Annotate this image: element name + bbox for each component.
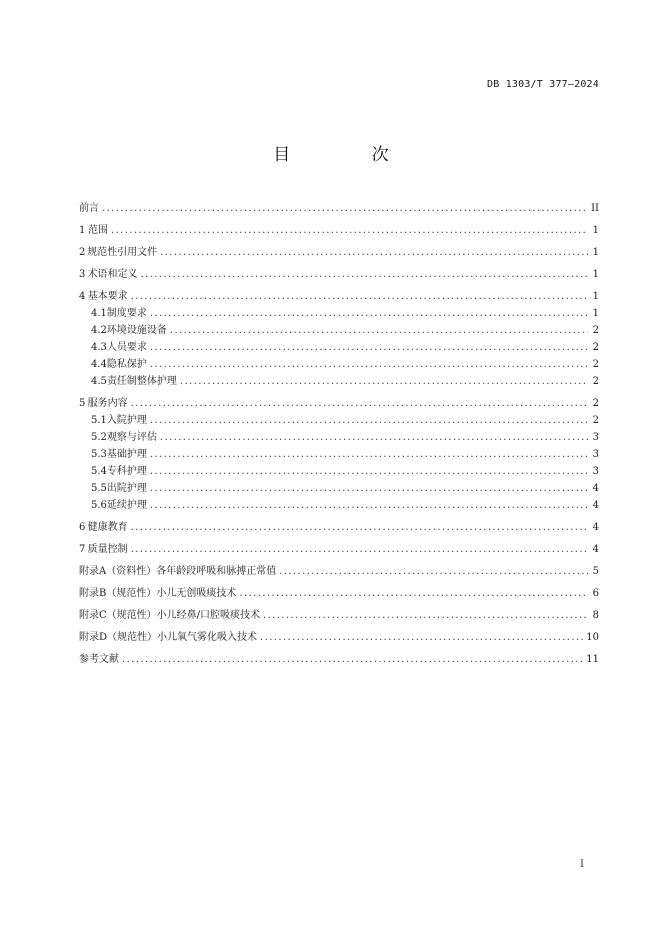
toc-entry-number: 4.4 bbox=[91, 359, 107, 370]
toc-entry-number: 5 bbox=[79, 398, 86, 409]
toc-entry-number: 附录A（资料性） bbox=[79, 566, 157, 577]
page-title: 目 次 bbox=[273, 145, 427, 165]
toc-entry-page: 2 bbox=[592, 342, 599, 353]
toc-entry-page: 4 bbox=[592, 544, 599, 555]
toc-entry[interactable] bbox=[79, 373, 599, 390]
document-code: DB 1303/T 377—2024 bbox=[487, 79, 599, 90]
toc-entry-page: 1 bbox=[592, 225, 599, 236]
toc-entry-label: 质量控制 bbox=[87, 544, 128, 555]
toc-entry-label: 制度要求 bbox=[106, 308, 147, 319]
toc-entry[interactable] bbox=[79, 585, 599, 602]
toc-entry[interactable] bbox=[79, 322, 599, 339]
toc-entry-label: 基本要求 bbox=[87, 291, 128, 302]
toc-entry-label: 专科护理 bbox=[106, 466, 147, 477]
toc-entry[interactable] bbox=[79, 651, 599, 668]
table-of-contents bbox=[79, 200, 599, 668]
toc-leader-dots bbox=[150, 356, 588, 373]
toc-leader-dots bbox=[122, 651, 583, 668]
toc-leader-dots bbox=[150, 480, 588, 497]
toc-entry-label: 参考文献 bbox=[79, 654, 119, 665]
toc-entry-number: 附录D（规范性） bbox=[79, 632, 158, 643]
toc-entry[interactable] bbox=[79, 480, 599, 497]
toc-entry[interactable] bbox=[79, 395, 599, 412]
toc-entry-number: 5.5 bbox=[91, 483, 107, 494]
toc-entry[interactable] bbox=[79, 266, 599, 283]
toc-entry[interactable] bbox=[79, 607, 599, 624]
page-number: I bbox=[580, 859, 584, 870]
toc-entry-label: 观察与评估 bbox=[106, 432, 157, 443]
toc-leader-dots bbox=[131, 541, 588, 558]
toc-entry[interactable] bbox=[79, 356, 599, 373]
toc-leader-dots bbox=[260, 629, 583, 646]
toc-entry-number: 4.3 bbox=[91, 342, 107, 353]
toc-entry-label: 小儿经鼻/口腔吸痰技术 bbox=[156, 610, 261, 621]
toc-entry-label: 服务内容 bbox=[87, 398, 128, 409]
toc-entry[interactable] bbox=[79, 288, 599, 305]
toc-entry[interactable] bbox=[79, 629, 599, 646]
toc-leader-dots bbox=[111, 222, 588, 239]
toc-entry[interactable] bbox=[79, 412, 599, 429]
toc-leader-dots bbox=[150, 305, 588, 322]
toc-leader-dots bbox=[150, 339, 588, 356]
toc-leader-dots bbox=[131, 395, 588, 412]
toc-entry-page: 8 bbox=[592, 610, 599, 621]
toc-entry[interactable] bbox=[79, 244, 599, 261]
toc-leader-dots bbox=[150, 463, 588, 480]
toc-entry-page: 3 bbox=[592, 432, 599, 443]
toc-entry-page: 4 bbox=[592, 483, 599, 494]
toc-leader-dots bbox=[131, 288, 588, 305]
toc-entry-label: 出院护理 bbox=[106, 483, 147, 494]
toc-entry-page: 1 bbox=[592, 247, 599, 258]
toc-entry-number: 4.5 bbox=[91, 376, 107, 387]
toc-entry[interactable] bbox=[79, 200, 599, 217]
toc-entry[interactable] bbox=[79, 305, 599, 322]
toc-leader-dots bbox=[150, 497, 588, 514]
toc-leader-dots bbox=[180, 373, 588, 390]
toc-entry-page: 3 bbox=[592, 449, 599, 460]
toc-entry-number: 5.3 bbox=[91, 449, 107, 460]
toc-entry[interactable] bbox=[79, 519, 599, 536]
toc-entry-page: 4 bbox=[592, 500, 599, 511]
toc-leader-dots bbox=[131, 519, 588, 536]
toc-entry-number: 5.1 bbox=[91, 415, 107, 426]
toc-entry-number: 3 bbox=[79, 269, 86, 280]
toc-entry-page: 2 bbox=[592, 359, 599, 370]
toc-entry-label: 前言 bbox=[79, 203, 99, 214]
toc-entry[interactable] bbox=[79, 339, 599, 356]
toc-leader-dots bbox=[263, 607, 588, 624]
toc-entry[interactable] bbox=[79, 563, 599, 580]
toc-entry-label: 隐私保护 bbox=[106, 359, 147, 370]
toc-entry-label: 规范性引用文件 bbox=[87, 247, 158, 258]
toc-entry-page: 2 bbox=[592, 376, 599, 387]
toc-entry-label: 人员要求 bbox=[106, 342, 147, 353]
toc-leader-dots bbox=[239, 585, 588, 602]
toc-entry-number: 4 bbox=[79, 291, 86, 302]
toc-leader-dots bbox=[102, 200, 588, 217]
toc-entry-page: 3 bbox=[592, 466, 599, 477]
toc-entry-page: 2 bbox=[592, 398, 599, 409]
toc-entry-page: 10 bbox=[586, 632, 599, 643]
toc-entry[interactable] bbox=[79, 463, 599, 480]
toc-entry-label: 范围 bbox=[88, 225, 109, 236]
toc-entry[interactable] bbox=[79, 446, 599, 463]
toc-entry-label: 入院护理 bbox=[106, 415, 147, 426]
toc-entry-number: 2 bbox=[79, 247, 86, 258]
toc-entry-label: 基础护理 bbox=[106, 449, 147, 460]
toc-entry-label: 健康教育 bbox=[87, 522, 128, 533]
toc-entry-label: 术语和定义 bbox=[87, 269, 138, 280]
toc-entry[interactable] bbox=[79, 541, 599, 558]
toc-leader-dots bbox=[150, 446, 588, 463]
toc-entry-number: 5.6 bbox=[91, 500, 107, 511]
toc-entry-page: 5 bbox=[592, 566, 599, 577]
toc-entry-number: 5.2 bbox=[91, 432, 107, 443]
toc-entry-label: 责任制整体护理 bbox=[106, 376, 177, 387]
toc-entry[interactable] bbox=[79, 429, 599, 446]
toc-entry-page: 2 bbox=[592, 415, 599, 426]
toc-entry-number: 4.2 bbox=[91, 325, 107, 336]
toc-entry-number: 7 bbox=[79, 544, 86, 555]
toc-entry-number: 6 bbox=[79, 522, 86, 533]
toc-entry-page: 6 bbox=[592, 588, 599, 599]
toc-entry-page: II bbox=[591, 203, 599, 214]
toc-entry-label: 小儿无创吸痰技术 bbox=[156, 588, 237, 599]
toc-entry-number: 附录B（规范性） bbox=[79, 588, 157, 599]
toc-entry-number: 附录C（规范性） bbox=[79, 610, 157, 621]
toc-leader-dots bbox=[279, 563, 588, 580]
toc-entry-page: 1 bbox=[592, 269, 599, 280]
toc-entry-page: 4 bbox=[592, 522, 599, 533]
toc-entry[interactable] bbox=[79, 497, 599, 514]
toc-entry-label: 延续护理 bbox=[106, 500, 147, 511]
toc-leader-dots bbox=[160, 429, 588, 446]
toc-entry-label: 小儿氧气雾化吸入技术 bbox=[157, 632, 258, 643]
toc-leader-dots bbox=[150, 412, 588, 429]
toc-leader-dots bbox=[160, 244, 588, 261]
toc-entry-label: 各年龄段呼吸和脉搏正常值 bbox=[156, 566, 277, 577]
toc-entry-number: 1 bbox=[79, 225, 86, 236]
toc-entry-number: 5.4 bbox=[91, 466, 107, 477]
toc-entry-page: 1 bbox=[592, 308, 599, 319]
toc-entry-page: 11 bbox=[586, 654, 599, 665]
toc-entry-number: 4.1 bbox=[91, 308, 107, 319]
toc-entry[interactable] bbox=[79, 222, 599, 239]
toc-entry-page: 2 bbox=[592, 325, 599, 336]
toc-leader-dots bbox=[170, 322, 588, 339]
toc-entry-page: 1 bbox=[592, 291, 599, 302]
toc-entry-label: 环境设施设备 bbox=[106, 325, 167, 336]
toc-leader-dots bbox=[140, 266, 588, 283]
